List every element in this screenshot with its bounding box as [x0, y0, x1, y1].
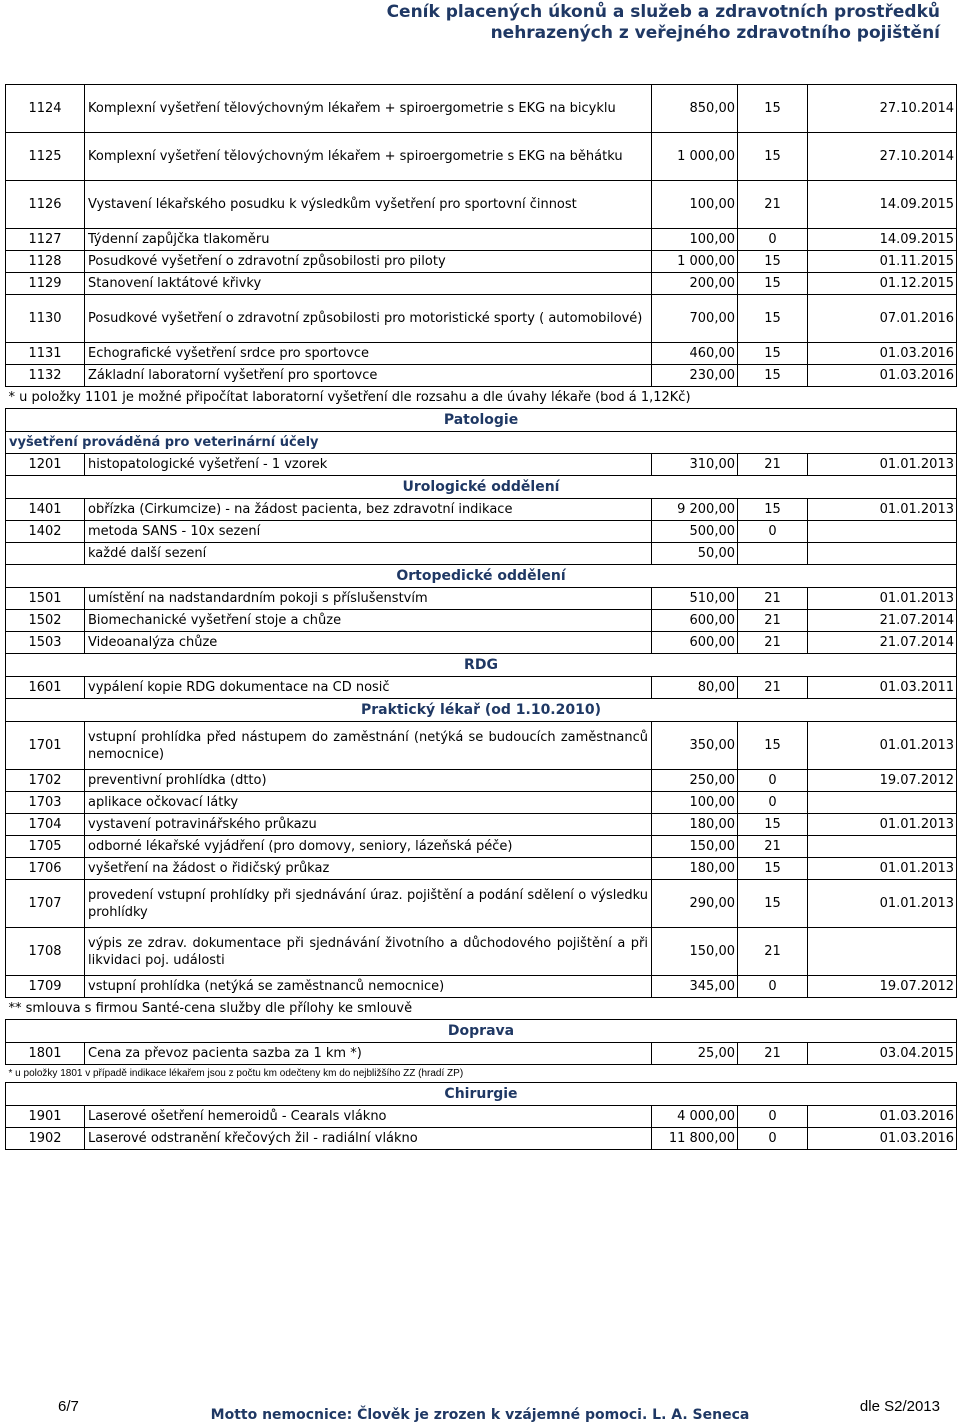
item-code: 1706 [6, 858, 85, 880]
item-vat: 15 [738, 251, 808, 273]
item-date: 01.01.2013 [808, 454, 957, 476]
section-heading: Patologie [6, 409, 957, 432]
item-date: 01.01.2013 [808, 814, 957, 836]
item-vat: 15 [738, 85, 808, 133]
item-code: 1129 [6, 273, 85, 295]
table-row [6, 632, 957, 654]
item-code: 1501 [6, 588, 85, 610]
item-description: Cena za převoz pacienta sazba za 1 km *) [85, 1043, 652, 1065]
table-row [6, 792, 957, 814]
item-description: Biomechanické vyšetření stoje a chůze [85, 610, 652, 632]
item-price: 180,00 [652, 814, 738, 836]
item-vat: 21 [738, 836, 808, 858]
item-code: 1201 [6, 454, 85, 476]
item-price: 250,00 [652, 770, 738, 792]
table-row [6, 858, 957, 880]
table-row [6, 976, 957, 998]
item-date: 01.03.2016 [808, 1106, 957, 1128]
subsection-row [6, 432, 957, 454]
table-row [6, 251, 957, 273]
table-row [6, 1106, 957, 1128]
item-description: Laserové ošetření hemeroidů - Cearals vlákno [85, 1106, 652, 1128]
item-code: 1131 [6, 343, 85, 365]
item-price: 350,00 [652, 722, 738, 770]
item-description: histopatologické vyšetření - 1 vzorek [85, 454, 652, 476]
table-row [6, 677, 957, 699]
item-vat: 15 [738, 858, 808, 880]
subsection-heading: vyšetření prováděná pro veterinární účely [6, 432, 957, 454]
item-code [6, 543, 85, 565]
table-note: ** smlouva s firmou Santé-cena služby dle přílohy ke smlouvě [6, 998, 957, 1020]
section-heading: Chirurgie [6, 1083, 957, 1106]
note-row [6, 998, 957, 1020]
item-price: 510,00 [652, 588, 738, 610]
item-date: 21.07.2014 [808, 610, 957, 632]
item-code: 1801 [6, 1043, 85, 1065]
item-date: 07.01.2016 [808, 295, 957, 343]
item-vat: 0 [738, 770, 808, 792]
item-date: 01.01.2013 [808, 499, 957, 521]
item-date [808, 928, 957, 976]
item-date: 01.01.2013 [808, 722, 957, 770]
item-date: 01.01.2013 [808, 880, 957, 928]
item-date: 01.03.2011 [808, 677, 957, 699]
item-price: 9 200,00 [652, 499, 738, 521]
item-description: Stanovení laktátové křivky [85, 273, 652, 295]
table-row [6, 1128, 957, 1150]
item-vat: 15 [738, 499, 808, 521]
item-date: 19.07.2012 [808, 770, 957, 792]
item-code: 1402 [6, 521, 85, 543]
price-table [5, 84, 957, 1150]
item-price: 100,00 [652, 181, 738, 229]
item-vat: 21 [738, 632, 808, 654]
item-vat: 21 [738, 454, 808, 476]
item-description: provedení vstupní prohlídky při sjednávání úraz. pojištění a podání sdělení o výsledku prohlídky [85, 880, 652, 928]
item-description: Základní laboratorní vyšetření pro sportovce [85, 365, 652, 387]
item-price: 1 000,00 [652, 133, 738, 181]
item-vat: 21 [738, 677, 808, 699]
item-price: 50,00 [652, 543, 738, 565]
item-vat: 15 [738, 365, 808, 387]
item-vat: 0 [738, 521, 808, 543]
item-date: 01.03.2016 [808, 365, 957, 387]
item-vat: 21 [738, 928, 808, 976]
section-heading: Urologické oddělení [6, 476, 957, 499]
table-row [6, 722, 957, 770]
table-row [6, 880, 957, 928]
item-price: 25,00 [652, 1043, 738, 1065]
item-price: 310,00 [652, 454, 738, 476]
item-date: 21.07.2014 [808, 632, 957, 654]
table-row [6, 770, 957, 792]
item-description: preventivní prohlídka (dtto) [85, 770, 652, 792]
table-row [6, 365, 957, 387]
item-vat: 0 [738, 976, 808, 998]
item-description: obřízka (Cirkumcize) - na žádost pacienta, bez zdravotní indikace [85, 499, 652, 521]
item-date: 27.10.2014 [808, 85, 957, 133]
table-row [6, 273, 957, 295]
item-code: 1132 [6, 365, 85, 387]
item-code: 1130 [6, 295, 85, 343]
item-description: Vystavení lékařského posudku k výsledkům vyšetření pro sportovní činnost [85, 181, 652, 229]
item-vat: 15 [738, 295, 808, 343]
item-price: 11 800,00 [652, 1128, 738, 1150]
item-price: 345,00 [652, 976, 738, 998]
item-vat: 15 [738, 133, 808, 181]
section-row [6, 476, 957, 499]
section-heading: RDG [6, 654, 957, 677]
section-row [6, 1020, 957, 1043]
table-row [6, 588, 957, 610]
table-row [6, 85, 957, 133]
item-date: 03.04.2015 [808, 1043, 957, 1065]
item-price: 230,00 [652, 365, 738, 387]
item-description: Posudkové vyšetření o zdravotní způsobilosti pro piloty [85, 251, 652, 273]
item-price: 1 000,00 [652, 251, 738, 273]
item-price: 600,00 [652, 610, 738, 632]
price-table-wrapper [5, 84, 956, 1150]
section-heading: Doprava [6, 1020, 957, 1043]
section-row [6, 1083, 957, 1106]
item-code: 1401 [6, 499, 85, 521]
item-description: Laserové odstranění křečových žil - radiální vlákno [85, 1128, 652, 1150]
item-date [808, 521, 957, 543]
item-price: 100,00 [652, 229, 738, 251]
item-vat: 0 [738, 792, 808, 814]
item-description: Echografické vyšetření srdce pro sportovce [85, 343, 652, 365]
item-vat: 0 [738, 1128, 808, 1150]
table-row [6, 610, 957, 632]
item-date: 01.03.2016 [808, 343, 957, 365]
item-description: vstupní prohlídka před nástupem do zaměstnání (netýká se budoucích zaměstnanců nemocnice) [85, 722, 652, 770]
item-description: Komplexní vyšetření tělovýchovným lékařem + spiroergometrie s EKG na bicyklu [85, 85, 652, 133]
table-row [6, 543, 957, 565]
item-vat: 0 [738, 229, 808, 251]
item-code: 1503 [6, 632, 85, 654]
item-date: 01.03.2016 [808, 1128, 957, 1150]
item-price: 4 000,00 [652, 1106, 738, 1128]
section-row [6, 699, 957, 722]
item-price: 850,00 [652, 85, 738, 133]
item-code: 1707 [6, 880, 85, 928]
section-row [6, 654, 957, 677]
item-price: 600,00 [652, 632, 738, 654]
item-description: výpis ze zdrav. dokumentace při sjednávání životního a důchodového pojištění a při likvidaci poj. události [85, 928, 652, 976]
item-description: Videoanalýza chůze [85, 632, 652, 654]
item-code: 1701 [6, 722, 85, 770]
item-description: umístění na nadstandardním pokoji s příslušenstvím [85, 588, 652, 610]
item-price: 200,00 [652, 273, 738, 295]
item-code: 1704 [6, 814, 85, 836]
header-title-line1: Ceník placených úkonů a služeb a zdravotních prostředků [386, 2, 940, 22]
item-code: 1127 [6, 229, 85, 251]
item-price: 500,00 [652, 521, 738, 543]
item-code: 1901 [6, 1106, 85, 1128]
table-row [6, 181, 957, 229]
item-price: 150,00 [652, 928, 738, 976]
table-note: * u položky 1101 je možné připočítat laboratorní vyšetření dle rozsahu a dle úvahy lékaře (bod á 1,12Kč) [6, 387, 957, 409]
table-row [6, 133, 957, 181]
table-row [6, 521, 957, 543]
table-row [6, 1043, 957, 1065]
item-vat: 15 [738, 273, 808, 295]
item-vat: 21 [738, 181, 808, 229]
table-footnote: * u položky 1801 v případě indikace lékařem jsou z počtu km odečteny km do nejbližšího ZZ (hradí ZP) [6, 1065, 957, 1083]
item-date [808, 792, 957, 814]
item-code: 1128 [6, 251, 85, 273]
price-table-body [6, 85, 957, 1150]
item-code: 1702 [6, 770, 85, 792]
item-code: 1703 [6, 792, 85, 814]
item-code: 1709 [6, 976, 85, 998]
hospital-motto: Motto nemocnice: Člověk je zrozen k vzájemné pomoci. L. A. Seneca [210, 1407, 750, 1423]
table-row [6, 295, 957, 343]
item-price: 80,00 [652, 677, 738, 699]
item-date: 01.12.2015 [808, 273, 957, 295]
table-row [6, 229, 957, 251]
item-vat: 21 [738, 610, 808, 632]
item-description: vstupní prohlídka (netýká se zaměstnanců nemocnice) [85, 976, 652, 998]
table-row [6, 343, 957, 365]
item-price: 150,00 [652, 836, 738, 858]
table-row [6, 499, 957, 521]
section-heading: Praktický lékař (od 1.10.2010) [6, 699, 957, 722]
item-vat: 0 [738, 1106, 808, 1128]
item-date: 27.10.2014 [808, 133, 957, 181]
header-title-line2: nehrazených z veřejného zdravotního pojištění [490, 23, 940, 43]
note-row [6, 1065, 957, 1083]
table-row [6, 928, 957, 976]
item-vat: 15 [738, 880, 808, 928]
item-vat [738, 543, 808, 565]
document-header [387, 2, 940, 44]
item-description: Týdenní zapůjčka tlakoměru [85, 229, 652, 251]
item-description: aplikace očkovací látky [85, 792, 652, 814]
item-date: 01.11.2015 [808, 251, 957, 273]
item-code: 1125 [6, 133, 85, 181]
item-price: 700,00 [652, 295, 738, 343]
item-vat: 21 [738, 588, 808, 610]
item-price: 460,00 [652, 343, 738, 365]
item-date [808, 543, 957, 565]
table-row [6, 836, 957, 858]
item-price: 100,00 [652, 792, 738, 814]
item-code: 1705 [6, 836, 85, 858]
item-date: 14.09.2015 [808, 229, 957, 251]
item-description: vystavení potravinářského průkazu [85, 814, 652, 836]
item-code: 1126 [6, 181, 85, 229]
section-row [6, 409, 957, 432]
document-reference: dle S2/2013 [859, 1398, 940, 1415]
item-vat: 15 [738, 814, 808, 836]
item-description: odborné lékařské vyjádření (pro domovy, seniory, lázeňská péče) [85, 836, 652, 858]
item-code: 1502 [6, 610, 85, 632]
item-description: vyšetření na žádost o řidičský průkaz [85, 858, 652, 880]
item-code: 1708 [6, 928, 85, 976]
table-row [6, 814, 957, 836]
item-date: 01.01.2013 [808, 588, 957, 610]
item-description: Komplexní vyšetření tělovýchovným lékařem + spiroergometrie s EKG na běhátku [85, 133, 652, 181]
item-vat: 21 [738, 1043, 808, 1065]
section-row [6, 565, 957, 588]
item-code: 1601 [6, 677, 85, 699]
item-code: 1902 [6, 1128, 85, 1150]
item-code: 1124 [6, 85, 85, 133]
item-description: metoda SANS - 10x sezení [85, 521, 652, 543]
item-description: Posudkové vyšetření o zdravotní způsobilosti pro motoristické sporty ( automobilové) [85, 295, 652, 343]
item-date [808, 836, 957, 858]
page-number: 6/7 [58, 1398, 79, 1415]
item-date: 14.09.2015 [808, 181, 957, 229]
item-date: 19.07.2012 [808, 976, 957, 998]
item-date: 01.01.2013 [808, 858, 957, 880]
table-row [6, 454, 957, 476]
item-price: 180,00 [652, 858, 738, 880]
note-row [6, 387, 957, 409]
item-vat: 15 [738, 722, 808, 770]
item-price: 290,00 [652, 880, 738, 928]
item-vat: 15 [738, 343, 808, 365]
item-description: vypálení kopie RDG dokumentace na CD nosič [85, 677, 652, 699]
item-description: každé další sezení [85, 543, 652, 565]
section-heading: Ortopedické oddělení [6, 565, 957, 588]
